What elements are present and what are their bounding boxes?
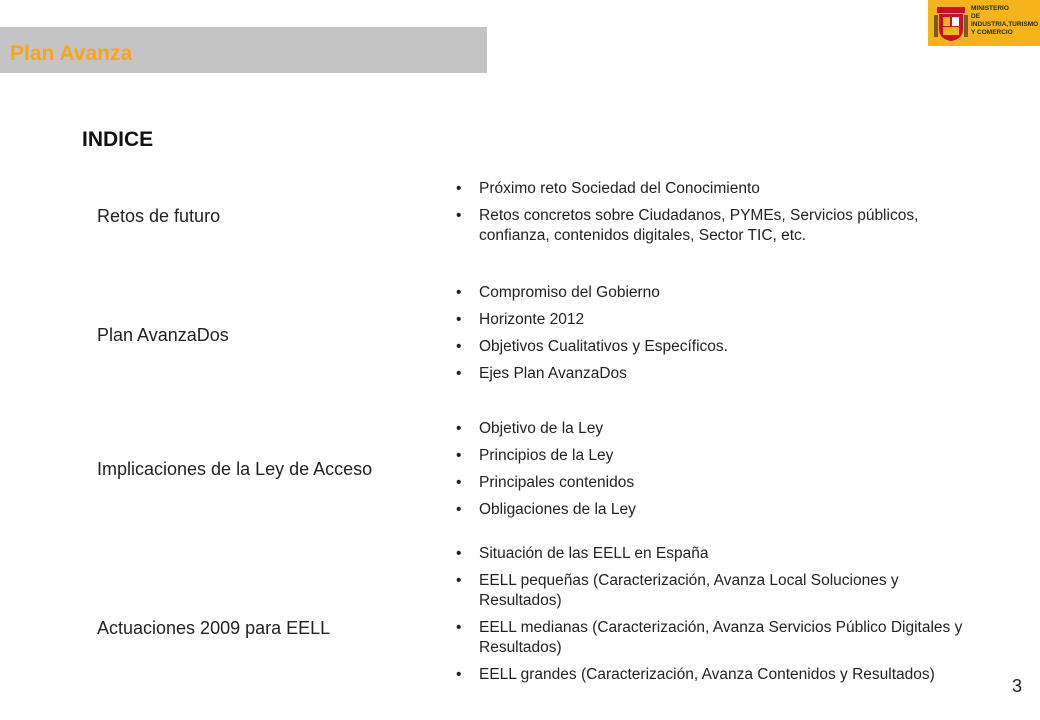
list-item: • Principales contenidos [456,473,976,493]
coat-of-arms-icon [934,5,968,42]
list-item: • EELL medianas (Caracterización, Avanza Servicios Público Digitales y Resultados) [456,618,976,658]
bullet-list [456,179,976,253]
index-heading: INDICE [82,128,154,151]
list-item: • Principios de la Ley [456,446,976,466]
section-label: Implicaciones de la Ley de Acceso [97,459,373,479]
list-item: • Objetivo de la Ley [456,419,976,439]
slide-title: Plan Avanza [10,42,133,65]
list-item: • EELL pequeñas (Caracterización, Avanza Local Soluciones y Resultados) [456,571,976,611]
ministry-logo [928,0,1040,46]
list-item: • Compromiso del Gobierno [456,283,976,303]
list-item: • Ejes Plan AvanzaDos [456,364,976,384]
page-number: 3 [1012,676,1023,696]
list-item: • EELL grandes (Caracterización, Avanza Contenidos y Resultados) [456,665,976,685]
list-item: • Retos concretos sobre Ciudadanos, PYMEs, Servicios públicos, confianza, contenidos digitales, Sector TIC, etc. [456,206,976,246]
list-item: • Obligaciones de la Ley [456,500,976,520]
section-label: Retos de futuro [97,206,221,226]
bullet-list [456,544,976,692]
section-label: Actuaciones 2009 para EELL [97,618,331,638]
logo-text: MINISTERIO DE INDUSTRIA,TURISMO Y COMERCIO [971,5,1039,36]
list-item: • Situación de las EELL en España [456,544,976,564]
list-item: • Horizonte 2012 [456,310,976,330]
section-label: Plan AvanzaDos [97,325,229,345]
list-item: • Próximo reto Sociedad del Conocimiento [456,179,976,199]
list-item: • Objetivos Cualitativos y Específicos. [456,337,976,357]
bullet-list [456,419,976,527]
bullet-list [456,283,976,391]
